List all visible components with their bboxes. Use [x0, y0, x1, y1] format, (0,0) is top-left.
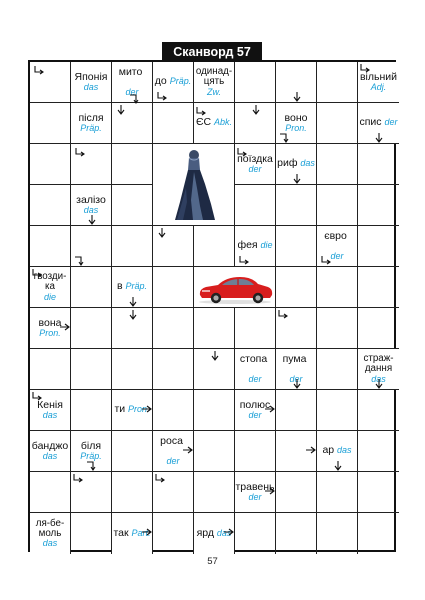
- clue-tag: Part.: [131, 527, 151, 538]
- clue-word: фея: [237, 239, 261, 252]
- clue-word: ти: [114, 403, 129, 416]
- arrow-bent-down-icon: [87, 461, 97, 471]
- clue-tag: der: [289, 373, 303, 384]
- clue-tag: Zw.: [206, 86, 221, 97]
- answer-cell[interactable]: [317, 103, 358, 144]
- answer-cell[interactable]: [358, 513, 399, 554]
- answer-cell[interactable]: [317, 349, 358, 390]
- clue-word: поїздка: [237, 152, 273, 165]
- clue-tag: die: [260, 240, 273, 251]
- answer-cell[interactable]: [317, 513, 358, 554]
- arrow-down-icon: [292, 174, 302, 184]
- arrow-bent-down-icon: [75, 256, 85, 266]
- answer-cell[interactable]: [112, 226, 153, 267]
- answer-cell[interactable]: [71, 513, 112, 554]
- answer-cell[interactable]: [235, 431, 276, 472]
- answer-cell[interactable]: [194, 390, 235, 431]
- arrow-right-icon: [224, 527, 234, 537]
- clue-word: воно: [284, 111, 308, 124]
- arrow-down-icon: [128, 297, 138, 307]
- answer-cell[interactable]: [358, 144, 399, 185]
- arrow-down-icon: [116, 105, 126, 115]
- answer-cell[interactable]: [235, 185, 276, 226]
- clue-tag: Abk.: [214, 117, 233, 128]
- clue-word: травень: [235, 480, 275, 493]
- clue-cell: [194, 62, 235, 103]
- clue-word: так: [113, 526, 132, 539]
- answer-cell[interactable]: [30, 103, 71, 144]
- dress-icon: [153, 144, 235, 226]
- answer-cell[interactable]: [153, 349, 194, 390]
- clue-word: до: [154, 75, 170, 88]
- answer-cell[interactable]: [71, 308, 112, 349]
- clue-word: після: [78, 111, 104, 124]
- red-car-icon: [194, 267, 276, 308]
- clue-word: пума: [282, 352, 310, 365]
- clue-word: риф: [277, 157, 301, 170]
- clue-tag: Präp.: [125, 281, 147, 292]
- clue-tag: Pron.: [39, 327, 61, 338]
- clue-word: вона: [38, 316, 62, 329]
- arrow-down-icon: [374, 379, 384, 389]
- clue-word: спис: [359, 116, 385, 129]
- clue-word: ля-бе-: [35, 517, 65, 529]
- clue-word: Японія: [74, 70, 108, 83]
- clue-word: ка: [45, 281, 55, 293]
- clue-tag: das: [83, 204, 99, 215]
- clue-tag: das: [216, 527, 232, 538]
- answer-cell[interactable]: [71, 390, 112, 431]
- arrow-bent-down-icon: [130, 94, 140, 104]
- clue-word: залізо: [76, 193, 106, 206]
- arrow-down-icon: [87, 215, 97, 225]
- arrow-down-icon: [251, 105, 261, 115]
- arrow-right-icon: [306, 445, 316, 455]
- clue-cell: [71, 62, 112, 103]
- clue-word: стопа: [239, 352, 271, 365]
- arrow-bent-right-icon: [157, 92, 167, 102]
- answer-cell[interactable]: [276, 513, 317, 554]
- answer-cell[interactable]: [317, 62, 358, 103]
- clue-tag: das: [42, 538, 58, 549]
- answer-cell[interactable]: [30, 144, 71, 185]
- arrow-bent-right-icon: [73, 474, 83, 484]
- clue-cell: [235, 349, 276, 390]
- clue-word: Кенія: [37, 398, 63, 411]
- arrow-right-icon: [183, 445, 193, 455]
- answer-cell[interactable]: [317, 144, 358, 185]
- arrow-down-icon: [157, 228, 167, 238]
- answer-cell[interactable]: [276, 185, 317, 226]
- dress-image: [153, 144, 235, 226]
- answer-cell[interactable]: [194, 431, 235, 472]
- clue-cell: [30, 431, 71, 472]
- clue-word: дання: [364, 363, 393, 375]
- clue-word: ЄС: [195, 116, 215, 129]
- answer-cell[interactable]: [153, 103, 194, 144]
- answer-cell[interactable]: [71, 349, 112, 390]
- answer-cell[interactable]: [153, 267, 194, 308]
- answer-cell[interactable]: [30, 226, 71, 267]
- arrow-bent-right-icon: [155, 474, 165, 484]
- clue-word: ар: [322, 444, 338, 457]
- answer-cell[interactable]: [317, 390, 358, 431]
- clue-tag: Präp.: [80, 450, 102, 461]
- answer-cell[interactable]: [194, 226, 235, 267]
- clue-tag: Pron.: [285, 122, 307, 133]
- clue-tag: das: [300, 158, 315, 169]
- clue-word: гвозди-: [33, 271, 67, 282]
- arrow-bent-right-icon: [34, 66, 44, 76]
- answer-cell[interactable]: [112, 349, 153, 390]
- arrow-right-icon: [265, 486, 275, 496]
- answer-cell[interactable]: [276, 390, 317, 431]
- answer-cell[interactable]: [194, 308, 235, 349]
- answer-cell[interactable]: [358, 185, 399, 226]
- answer-cell[interactable]: [317, 472, 358, 513]
- arrow-bent-right-icon: [321, 256, 331, 266]
- arrow-down-icon: [292, 92, 302, 102]
- clue-tag: das: [83, 81, 99, 92]
- clue-tag: der: [330, 250, 344, 261]
- answer-cell[interactable]: [317, 267, 358, 308]
- arrow-bent-right-icon: [278, 310, 288, 320]
- answer-cell[interactable]: [112, 144, 153, 185]
- arrow-bent-right-icon: [360, 64, 370, 74]
- clue-tag: Adj.: [370, 81, 387, 92]
- arrow-bent-right-icon: [196, 107, 206, 117]
- answer-cell[interactable]: [358, 308, 399, 349]
- clue-word: вільний: [359, 70, 398, 83]
- clue-tag: Präp.: [80, 122, 102, 133]
- arrow-down-icon: [333, 461, 343, 471]
- clue-word: роса: [160, 434, 186, 447]
- clue-word: біля: [80, 439, 102, 452]
- answer-cell[interactable]: [317, 185, 358, 226]
- puzzle-title: Сканворд 57: [162, 42, 262, 61]
- clue-word: євро: [324, 229, 350, 242]
- answer-cell[interactable]: [276, 226, 317, 267]
- crossword-grid: [28, 60, 396, 552]
- arrow-bent-down-icon: [280, 133, 290, 143]
- clue-cell: [30, 513, 71, 554]
- answer-cell[interactable]: [358, 472, 399, 513]
- answer-cell[interactable]: [276, 472, 317, 513]
- clue-tag: der: [384, 117, 398, 128]
- answer-cell[interactable]: [358, 226, 399, 267]
- clue-word: полюс: [239, 398, 271, 411]
- answer-cell[interactable]: [276, 267, 317, 308]
- arrow-down-icon: [374, 133, 384, 143]
- answer-cell[interactable]: [112, 185, 153, 226]
- answer-cell[interactable]: [112, 431, 153, 472]
- answer-cell[interactable]: [112, 472, 153, 513]
- clue-tag: Pron.: [128, 404, 150, 415]
- answer-cell[interactable]: [358, 390, 399, 431]
- clue-cell: [71, 103, 112, 144]
- clue-word: мито: [118, 65, 146, 78]
- arrow-bent-right-icon: [75, 148, 85, 158]
- arrow-bent-right-icon: [239, 256, 249, 266]
- arrow-right-icon: [142, 404, 152, 414]
- clue-word: банджо: [31, 439, 69, 452]
- clue-tag: die: [43, 291, 56, 302]
- clue-word: в: [116, 280, 126, 293]
- clue-tag: der: [248, 409, 262, 420]
- arrow-bent-right-icon: [237, 148, 247, 158]
- clue-tag: das: [42, 409, 58, 420]
- answer-cell[interactable]: [153, 308, 194, 349]
- answer-cell[interactable]: [235, 513, 276, 554]
- answer-cell[interactable]: [235, 62, 276, 103]
- answer-cell[interactable]: [235, 308, 276, 349]
- clue-tag: der: [248, 163, 262, 174]
- arrow-right-icon: [142, 527, 152, 537]
- clue-tag: der: [248, 491, 262, 502]
- arrow-down-icon: [210, 351, 220, 361]
- answer-cell[interactable]: [358, 431, 399, 472]
- arrow-right-icon: [265, 404, 275, 414]
- clue-word: цять: [203, 76, 225, 88]
- page-number: 57: [207, 556, 218, 567]
- answer-cell[interactable]: [153, 513, 194, 554]
- answer-cell[interactable]: [153, 390, 194, 431]
- arrow-bent-right-icon: [32, 392, 42, 402]
- arrow-down-icon: [292, 379, 302, 389]
- clue-tag: der: [248, 373, 262, 384]
- clue-tag: Präp.: [169, 76, 192, 87]
- clue-word: моль: [38, 527, 62, 539]
- clue-tag: das: [371, 373, 386, 384]
- answer-cell[interactable]: [30, 472, 71, 513]
- arrow-bent-right-icon: [32, 269, 42, 279]
- clue-word: страж-: [363, 353, 394, 364]
- car-image: [194, 267, 276, 308]
- clue-tag: das: [42, 450, 58, 461]
- clue-word: одинад-: [195, 66, 233, 77]
- answer-cell[interactable]: [358, 267, 399, 308]
- answer-cell[interactable]: [30, 349, 71, 390]
- answer-cell[interactable]: [30, 185, 71, 226]
- answer-cell[interactable]: [317, 308, 358, 349]
- answer-cell[interactable]: [71, 267, 112, 308]
- clue-tag: der: [166, 455, 180, 466]
- arrow-down-icon: [128, 310, 138, 320]
- clue-word: ярд: [196, 526, 217, 539]
- clue-tag: das: [337, 445, 352, 456]
- arrow-right-icon: [60, 322, 70, 332]
- answer-cell[interactable]: [194, 472, 235, 513]
- clue-tag: der: [125, 86, 139, 97]
